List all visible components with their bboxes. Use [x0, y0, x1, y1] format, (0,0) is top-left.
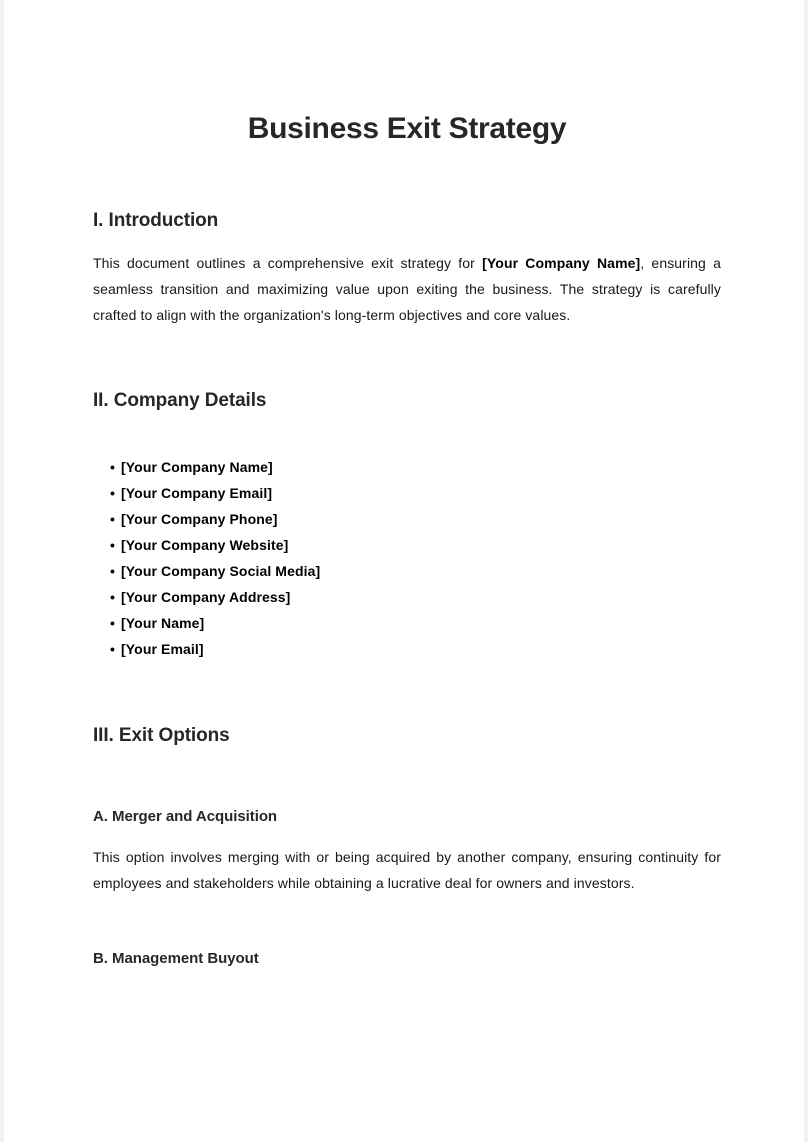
- list-item: • [Your Company Phone]: [110, 506, 721, 532]
- subsection-heading-management-buyout: B. Management Buyout: [93, 949, 259, 967]
- spacer: [93, 749, 721, 807]
- company-details-list: [93, 454, 721, 662]
- introduction-paragraph-tail: , ensuring a seamless transition and maximizing value upon exiting the business. The strategy is carefully crafted to align with the organization's long-term objectives and core values.: [93, 254, 721, 323]
- document-page: [4, 0, 804, 1142]
- page-title: Business Exit Strategy: [247, 112, 567, 145]
- section-heading-introduction: I. Introduction: [93, 210, 219, 231]
- subsection-heading-merger-and-acquisition: A. Merger and Acquisition: [93, 808, 278, 826]
- merger-and-acquisition-paragraph: This option involves merging with or being acquired by another company, ensuring continuity for employees and stakeholders while obtaining a lucrative deal for owners and investors.: [93, 848, 721, 891]
- spacer: [93, 662, 721, 724]
- list-item: • [Your Company Name]: [110, 454, 721, 480]
- spacer: [93, 147, 721, 209]
- introduction-paragraph: [93, 250, 721, 328]
- spacer: [93, 234, 721, 250]
- spacer: [93, 896, 721, 949]
- list-item: • [Your Email]: [110, 636, 721, 662]
- document-content: [4, 0, 804, 968]
- spacer: [93, 328, 721, 389]
- list-item: • [Your Company Website]: [110, 532, 721, 558]
- introduction-paragraph-lead: This document outlines a comprehensive exit strategy for: [93, 254, 483, 271]
- list-item: • [Your Company Social Media]: [110, 558, 721, 584]
- spacer: [93, 827, 721, 844]
- list-item: • [Your Company Email]: [110, 480, 721, 506]
- list-item: • [Your Name]: [110, 610, 721, 636]
- spacer: [93, 413, 721, 454]
- company-name-placeholder: [Your Company Name]: [482, 254, 641, 271]
- section-heading-exit-options: III. Exit Options: [93, 725, 230, 747]
- list-item: • [Your Company Address]: [110, 584, 721, 610]
- section-heading-company-details: II. Company Details: [93, 389, 267, 411]
